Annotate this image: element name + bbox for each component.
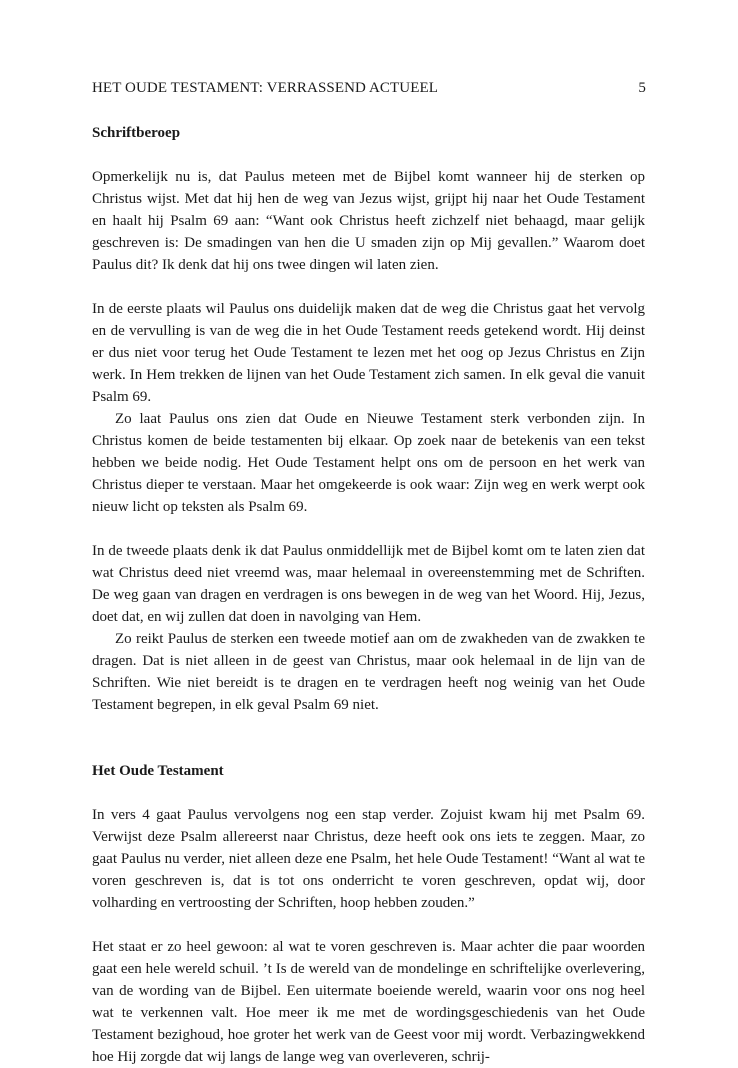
section-heading-het-oude-testament: Het Oude Testament xyxy=(92,763,224,779)
paragraph: Opmerkelijk nu is, dat Paulus meteen met de Bijbel komt wanneer hij de sterken op Christus wijst. Met dat hij hen de weg van Jezus wijst, grijpt hij naar het Oude Testament en haalt hij Psalm 69 aan: “Want ook Christus heeft zichzelf niet behaagd, maar gelijk geschreven is: De smadingen van hen die U smaden zijn op Mij gevallen.” Waarom doet Paulus dit? Ik denk dat hij ons twee dingen wil laten zien. xyxy=(92,169,645,273)
paragraph: Zo reikt Paulus de sterken een tweede motief aan om de zwakheden van de zwakken te dragen. Dat is niet alleen in de geest van Christus, maar ook helemaal in de lijn van de Schriften. Wie niet bereidt is te dragen en te verdragen heeft nog weinig van het Oude Testament begrepen, in elk geval Psalm 69 niet. xyxy=(92,631,645,713)
page-number: 5 xyxy=(638,80,646,96)
paragraph: Het staat er zo heel gewoon: al wat te voren geschreven is. Maar achter die paar woorden gaat een hele wereld schuil. ’t Is de wereld van de mondelinge en schriftelijke overlevering, van de wording van de Bijbel. Een uitermate boeiende wereld, waarin voor ons nog heel wat te verkennen valt. Hoe meer ik me met de wordingsgeschiedenis van het Oude Testament bezighoud, hoe groter het werk van de Geest voor mij wordt. Verbazingwekkend hoe Hij zorgde dat wij langs de lange weg van overleveren, schrij- xyxy=(92,939,645,1065)
running-header xyxy=(92,79,646,97)
paragraph: In vers 4 gaat Paulus vervolgens nog een stap verder. Zojuist kwam hij met Psalm 69. Verwijst deze Psalm allereerst naar Christus, deze heeft ook ons iets te zeggen. Maar, zo gaat Paulus nu verder, niet alleen deze ene Psalm, het hele Oude Testament! “Want al wat te voren geschreven is, dat is tot ons onderricht te voren geschreven, opdat wij, door volharding en vertroosting der Schriften, hoop hebben zouden.” xyxy=(92,807,645,911)
body-text xyxy=(92,122,645,1068)
paragraph: In de eerste plaats wil Paulus ons duidelijk maken dat de weg die Christus gaat het vervolg en de vervulling is van de weg die in het Oude Testament reeds getekend wordt. Hij deinst er dus niet voor terug het Oude Testament te lezen met het oog op Jezus Christus en Zijn werk. In Hem trekken de lijnen van het Oude Testament zich samen. In elk geval die vanuit Psalm 69. xyxy=(92,301,645,405)
running-title: HET OUDE TESTAMENT: VERRASSEND ACTUEEL xyxy=(92,80,439,96)
paragraph: In de tweede plaats denk ik dat Paulus onmiddellijk met de Bijbel komt om te laten zien dat wat Christus deed niet vreemd was, maar helemaal in overeenstemming met de Schriften. De weg gaan van dragen en verdragen is ons bewegen in de weg van het Woord. Hij, Jezus, doet dat, en wij zullen dat doen in navolging van Hem. xyxy=(92,543,645,625)
section-heading-schriftberoep: Schriftberoep xyxy=(92,125,181,141)
paragraph: Zo laat Paulus ons zien dat Oude en Nieuwe Testament sterk verbonden zijn. In Christus komen de beide testamenten bij elkaar. Op zoek naar de betekenis van een tekst hebben we beide nodig. Het Oude Testament helpt ons om de persoon en het werk van Christus dieper te verstaan. Maar het omgekeerde is ook waar: Zijn weg en werk werpt ook nieuw licht op teksten als Psalm 69. xyxy=(92,411,645,515)
